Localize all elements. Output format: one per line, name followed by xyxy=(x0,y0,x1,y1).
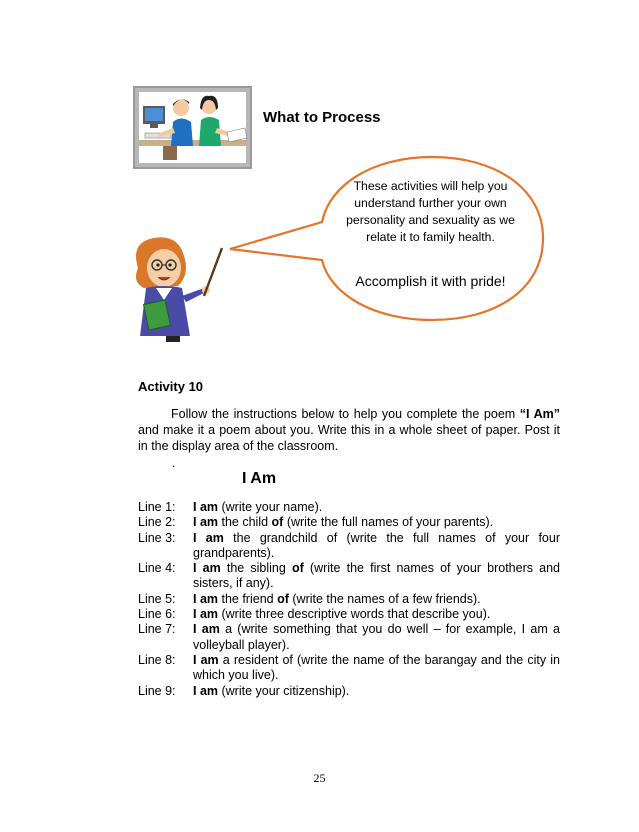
line-label: Line 3: xyxy=(138,530,176,545)
line-label: Line 9: xyxy=(138,683,176,698)
poem-line xyxy=(138,592,560,607)
line-label: Line 6: xyxy=(138,607,176,622)
stray-dot: . xyxy=(172,456,176,470)
instructions-poem-name: “I Am” xyxy=(519,407,560,421)
instructions-text-after: and make it a poem about you. Write this in a whole sheet of paper. Post it in the display area of the classroom. xyxy=(138,423,560,454)
line-lead: I am xyxy=(193,683,219,698)
line-lead: I am xyxy=(193,607,219,622)
bubble-text: These activities will help you understand further your own personality and sexuality as we relate it to family health. xyxy=(346,179,515,244)
instructions-text-before: Follow the instructions below to help you complete the poem xyxy=(171,407,520,421)
line-lead: I am xyxy=(193,515,219,530)
line-text: the child xyxy=(218,515,272,530)
poem-line xyxy=(138,607,560,622)
line-lead: I am xyxy=(193,561,221,576)
poem-line xyxy=(138,653,560,684)
line-text-rest: (write the names of a few friends). xyxy=(288,591,481,606)
poem-lines xyxy=(138,500,560,699)
teacher-with-pointer-illustration xyxy=(120,230,230,348)
section-title: What to Process xyxy=(263,109,381,126)
line-lead: I am xyxy=(193,530,224,545)
line-text: a resident of (write the name of the barangay and the city in which you live). xyxy=(193,652,560,683)
activity-title: Activity 10 xyxy=(138,379,204,394)
line-text: the friend xyxy=(218,591,278,606)
line-text: the grandchild of (write the full names of your four grandparents). xyxy=(193,530,560,560)
line-text: (write three descriptive words that describe you). xyxy=(218,607,491,622)
line-text-rest: (write the first names of your brothers and sisters, if any). xyxy=(193,561,561,591)
line-of: of xyxy=(271,515,284,530)
line-lead: I am xyxy=(193,500,219,514)
line-lead: I am xyxy=(193,652,219,667)
page-number: 25 xyxy=(313,771,326,785)
line-label: Line 8: xyxy=(138,652,176,667)
line-text-rest: (write the full names of your parents). xyxy=(283,515,494,530)
poem-line xyxy=(138,684,560,699)
line-label: Line 5: xyxy=(138,591,176,606)
activity-instructions xyxy=(138,406,560,455)
teacher-illustration xyxy=(120,230,230,348)
poem-line xyxy=(138,531,560,562)
line-label: Line 1: xyxy=(138,500,176,514)
poem-line xyxy=(138,500,560,515)
poem-title: I Am xyxy=(242,470,277,487)
line-text: the sibling xyxy=(220,561,292,576)
line-lead: I am xyxy=(193,591,219,606)
line-label: Line 2: xyxy=(138,515,176,530)
line-text: a (write something that you do well – for example, I am a volleyball player). xyxy=(193,622,560,652)
poem-line xyxy=(138,515,560,530)
line-text: (write your citizenship). xyxy=(218,683,350,698)
bubble-emphasis: Accomplish it with pride! xyxy=(355,273,506,289)
line-label: Line 4: xyxy=(138,561,176,576)
line-lead: I am xyxy=(193,622,220,637)
line-label: Line 7: xyxy=(138,622,176,637)
line-of: of xyxy=(277,591,289,606)
poem-line xyxy=(138,561,560,592)
line-of: of xyxy=(291,561,304,576)
poem-line xyxy=(138,622,560,653)
line-text: (write your name). xyxy=(218,500,323,514)
